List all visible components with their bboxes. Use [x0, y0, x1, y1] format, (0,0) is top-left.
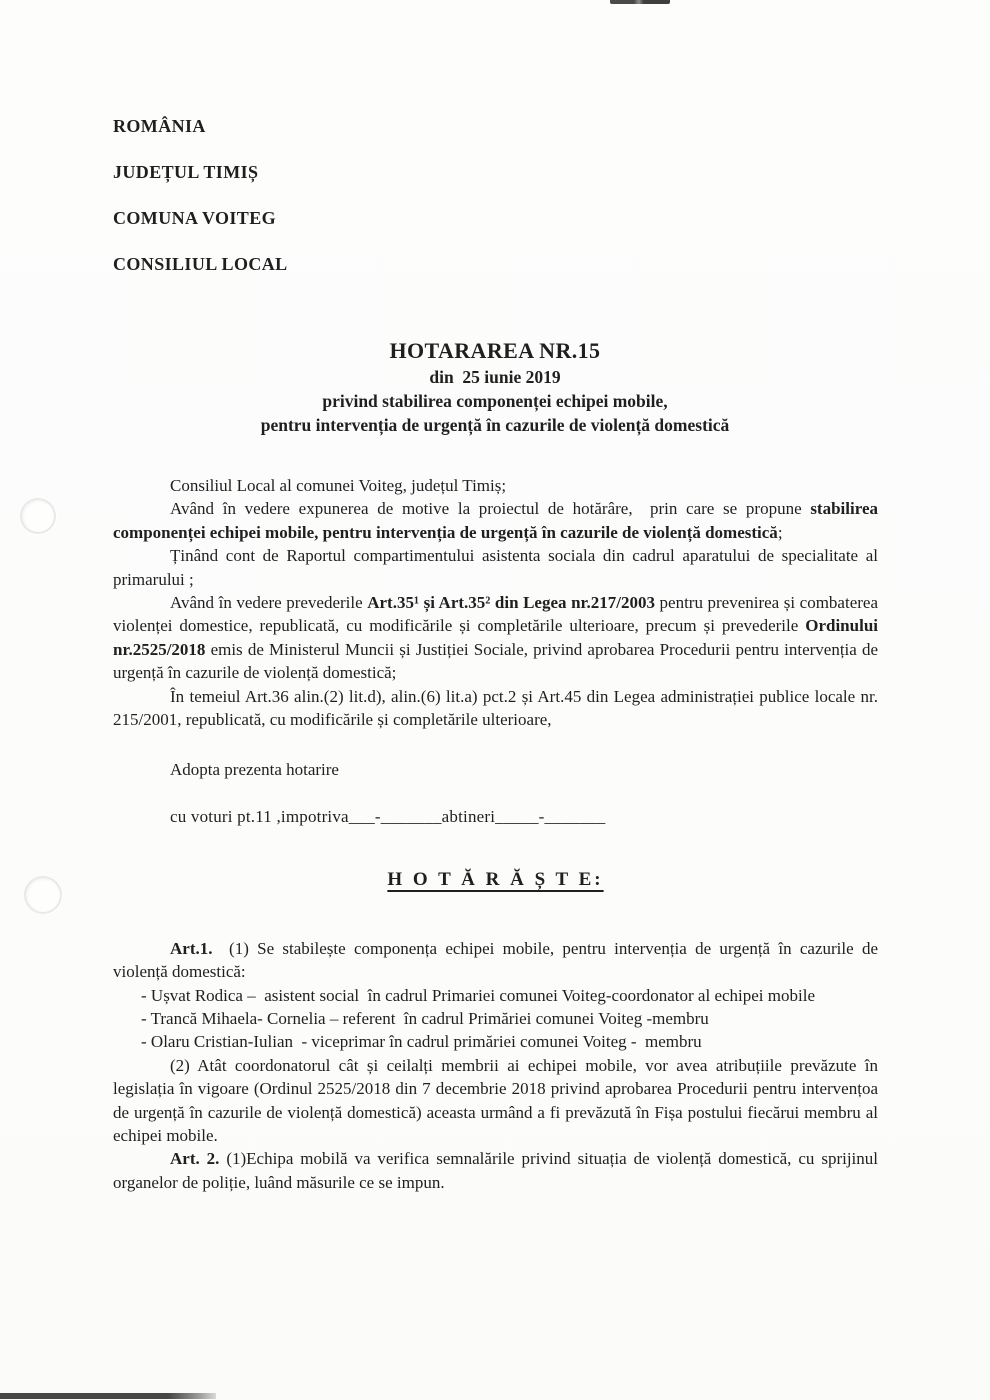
paragraph-temei-legal: [113, 685, 878, 732]
paragraph-expunere-motive: [113, 497, 878, 544]
art1-label: Art.1.: [170, 938, 213, 958]
council-intro-text: Consiliul Local al comunei Voiteg, județul Timiș;: [170, 476, 507, 495]
paragraph-art2: [113, 1147, 878, 1194]
letterhead-country: ROMÂNIA: [113, 116, 206, 136]
team-member-2: [113, 1007, 878, 1030]
voturi-text: cu voturi pt.11 ,impotriva___-_______abtineri_____-_______: [170, 806, 606, 826]
member-3-text: - Olaru Cristian-Iulian - viceprimar în cadrul primăriei comunei Voiteg - membru: [141, 1032, 702, 1052]
prevederi-text-b: pentru prevenirea și combaterea violenței domestice, republicată, cu modificările și completările ulterioare, precum și prevederile: [113, 593, 878, 636]
paragraph-art1: [113, 937, 878, 984]
letterhead-commune: COMUNA VOITEG: [113, 208, 277, 228]
temei-text: În temeiul Art.36 alin.(2) lit.d), alin.(6) lit.a) pct.2 și Art.45 din Legea administrației publice locale nr. 215/2001, republicată, cu modificările și completările ulterioare,: [113, 686, 878, 730]
paragraph-council-intro: [113, 474, 878, 497]
art2-text: (1)Echipa mobilă va verifica semnalările privind situația de violență domestică, cu sprijinul organelor de poliție, luând măsurile ce se impun.: [113, 1149, 879, 1192]
paragraph-raport: [113, 544, 878, 591]
member-2-text: - Trancă Mihaela- Cornelia – referent în cadrul Primăriei comunei Voiteg -membru: [141, 1008, 709, 1028]
art1-text: (1) Se stabilește componența echipei mobile, pentru intervenția de urgență în cazurile de violență domestică:: [113, 938, 878, 982]
paragraph-prevederi-legale: [113, 591, 878, 685]
paragraph-art1-alin2: [113, 1054, 878, 1148]
decision-heading: [113, 868, 878, 891]
prevederi-legea-217: Art.35¹ și Art.35² din Legea nr.217/2003: [367, 593, 655, 613]
decision-heading-text: H O T Ă R Ă Ș T E:: [387, 869, 604, 891]
decision-body: [113, 474, 878, 1194]
scan-artifact-top-edge: [610, 0, 670, 4]
team-member-coordinator: [113, 984, 878, 1007]
expunere-bold-text: stabilirea componenței echipei mobile, pentru intervenția de urgență în cazurile de violență domestică: [113, 499, 878, 542]
paragraph-adopta: [113, 758, 878, 781]
scan-artifact-bottom-edge: [0, 1393, 216, 1399]
letterhead-council: CONSILIUL LOCAL: [113, 254, 288, 274]
prevederi-text-a: Având în vedere prevederile: [170, 593, 368, 613]
hole-punch-mark: [24, 876, 62, 914]
letterhead-county: JUDEȚUL TIMIȘ: [113, 162, 259, 182]
letterhead: [113, 117, 288, 301]
decision-date: din 25 iunie 2019: [429, 367, 561, 387]
expunere-normal-text: Având în vedere expunerea de motive la proiectul de hotărâre, prin care se propune: [170, 499, 811, 519]
art2-label: Art. 2.: [170, 1149, 220, 1169]
decision-title-block: [0, 337, 990, 437]
hole-punch-mark: [20, 498, 56, 534]
prevederi-text-c: emis de Ministerul Muncii și Justiției Sociale, privind aprobarea Procedurii pentru intervenția de urgență în cazurile de violență domestică;: [113, 639, 878, 683]
decision-subject-line-1: privind stabilirea componenței echipei mobile,: [322, 391, 668, 411]
paragraph-voturi: [113, 805, 878, 828]
art1-alin2-text: (2) Atât coordonatorul cât și ceilalți membrii ai echipei mobile, vor avea atribuțiile prevăzute în legislația în vigoare (Ordinul 2525/2018 din 7 decembrie 2018 privind aprobarea Procedurii pentru intervențoa de urgență în cazurile de violență domestică) aceasta urmând a fi prevăzută în Fișa postului fiecărui membru al echipei mobile.: [113, 1055, 878, 1145]
raport-text: Ținând cont de Raportul compartimentului asistenta sociala din cadrul aparatului de specialitate al primarului ;: [113, 546, 878, 589]
expunere-tail-text: ;: [777, 522, 783, 542]
member-1-text: - Ușvat Rodica – asistent social în cadrul Primariei comunei Voiteg-coordonator al echipei mobile: [141, 985, 815, 1005]
decision-number: HOTARAREA NR.15: [389, 338, 601, 363]
adopta-text: Adopta prezenta hotarire: [170, 760, 339, 780]
team-member-3: [113, 1030, 878, 1053]
prevederi-ordinul-2525: Ordinului nr.2525/2018: [113, 616, 878, 659]
decision-subject-line-2: pentru intervenția de urgență în cazurile de violență domestică: [260, 415, 730, 435]
